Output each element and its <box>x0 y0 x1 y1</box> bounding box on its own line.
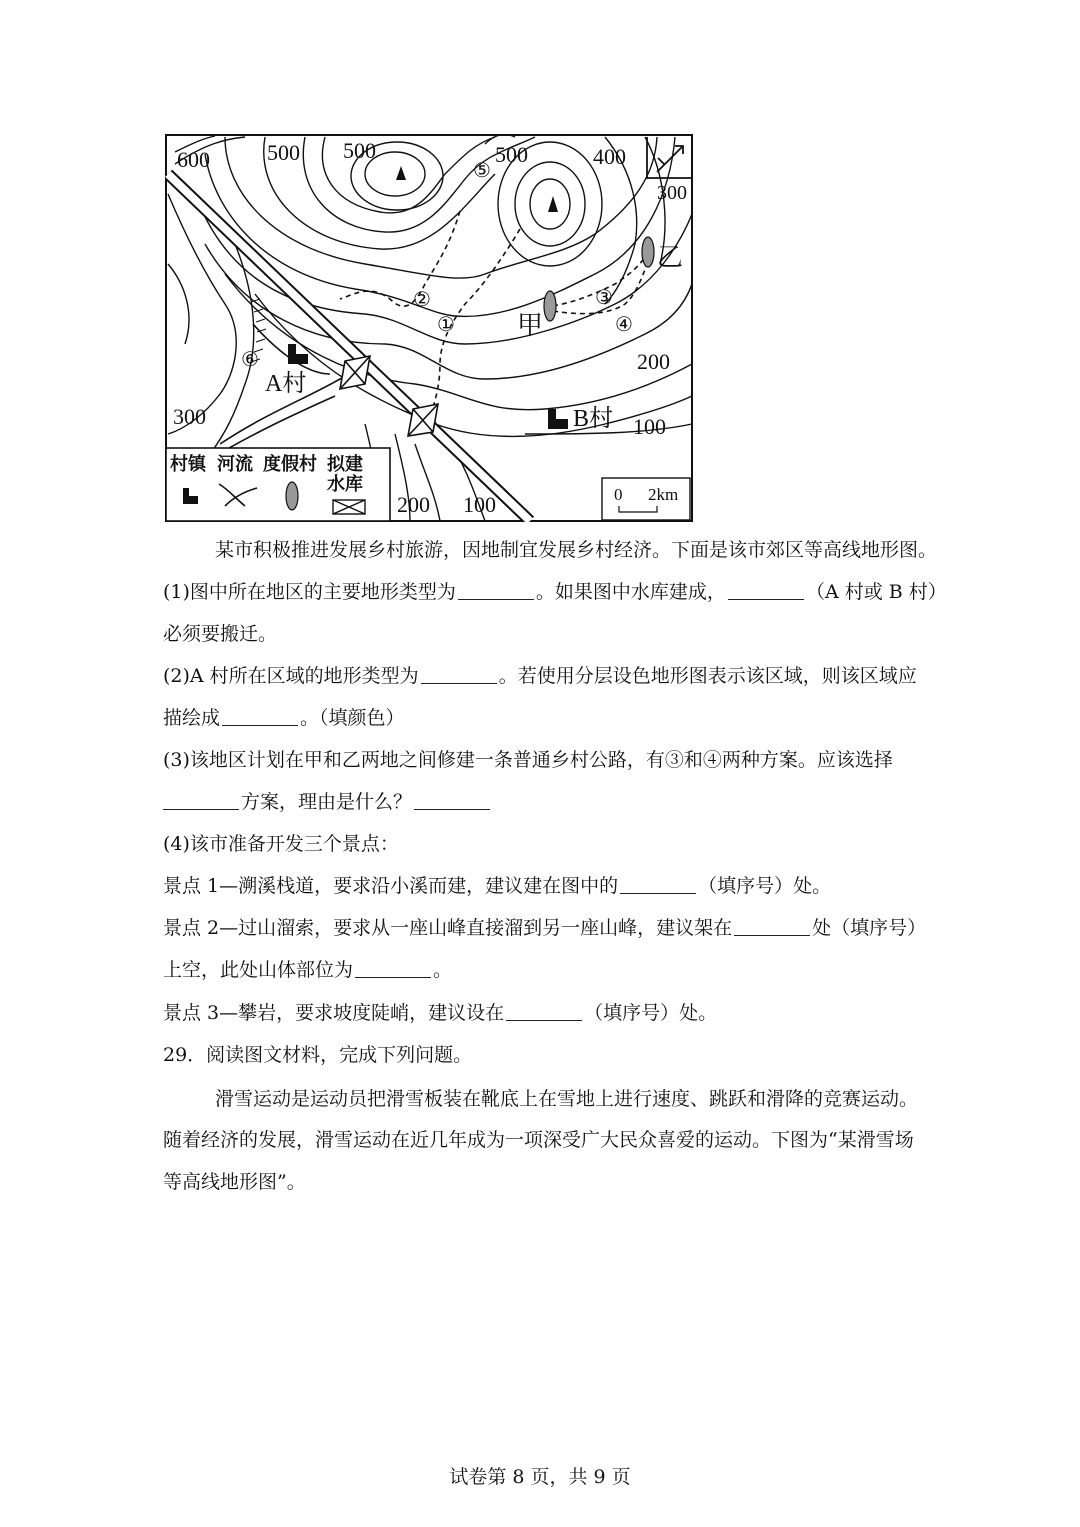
q1-text-d: 必须要搬迁。 <box>163 623 278 645</box>
spot-3-text-a: 景点 3—攀岩，要求坡度陡峭，建议设在 <box>163 1002 505 1024</box>
village-b-label: B村 <box>573 406 614 432</box>
q29-p2-text: 随着经济的发展，滑雪运动在近几年成为一项深受广大民众喜爱的运动。下图为“某滑雪场 <box>163 1129 914 1151</box>
contour-label: 600 <box>177 147 210 172</box>
question-29-title <box>163 1043 472 1067</box>
q3-text-a: (3)该地区计划在甲和乙两地之间修建一条普通乡村公路，有③和④两种方案。应该选择 <box>163 749 893 771</box>
scale-box <box>602 478 690 520</box>
q2-text-a: (2)A 村所在区域的地形类型为 <box>163 665 419 687</box>
contour-label: 500 <box>267 140 300 165</box>
contour-label: 300 <box>173 404 206 429</box>
answer-blank[interactable] <box>734 917 810 936</box>
spot-2-text-a: 景点 2—过山溜索，要求从一座山峰直接溜到另一座山峰，建议架在 <box>163 917 733 939</box>
contour-label: 200 <box>397 492 430 517</box>
question-4 <box>163 832 399 856</box>
answer-blank[interactable] <box>163 791 239 810</box>
legend-resort-label: 度假村 <box>263 454 317 474</box>
contour-label: 500 <box>343 138 376 163</box>
answer-blank[interactable] <box>355 959 431 978</box>
resort-yi-label: 乙 <box>657 243 684 272</box>
intro-text: 某市积极推进发展乡村旅游，因地制宜发展乡村经济。下面是该市郊区等高线地形图。 <box>215 539 938 561</box>
scale-zero-label: 0 <box>614 485 623 504</box>
spot-2-text-b: 处（填序号） <box>812 917 927 939</box>
answer-blank[interactable] <box>458 581 534 600</box>
spot-1-text-a: 景点 1—溯溪栈道，要求沿小溪而建，建议建在图中的 <box>163 875 619 897</box>
answer-blank[interactable] <box>421 665 497 684</box>
q2-text-b: 。若使用分层设色地形图表示该区域，则该区域应 <box>498 665 917 687</box>
route-marker-5: ⑤ <box>473 160 491 182</box>
q1-text-a: (1)图中所在地区的主要地形类型为 <box>163 581 456 603</box>
spot-2 <box>163 916 926 940</box>
q29-title-text: 29．阅读图文材料，完成下列问题。 <box>163 1044 473 1066</box>
answer-blank[interactable] <box>728 581 804 600</box>
question-1-cont <box>163 622 277 646</box>
page-number-text: 试卷第 8 页，共 9 页 <box>449 1466 631 1488</box>
legend-box <box>166 448 390 521</box>
route-marker-4: ④ <box>615 314 633 336</box>
q1-text-c: （A 村或 B 村） <box>805 581 947 603</box>
answer-blank[interactable] <box>222 707 298 726</box>
question-1 <box>163 580 947 604</box>
contour-map <box>165 134 693 522</box>
route-marker-3: ③ <box>595 287 613 309</box>
q2-text-c: 描绘成 <box>163 707 221 729</box>
legend-river-label: 河流 <box>217 454 253 474</box>
legend-resort-icon <box>286 482 298 510</box>
contour-label: 100 <box>633 414 666 439</box>
question-29-p3 <box>163 1170 306 1194</box>
q2-text-d: 。（填颜色） <box>300 707 405 729</box>
question-3 <box>163 748 893 772</box>
resort-jia-label: 甲 <box>517 311 544 340</box>
contour-label: 300 <box>657 182 687 204</box>
question-2-cont <box>163 706 405 730</box>
village-a-label: A村 <box>265 371 307 397</box>
answer-blank[interactable] <box>620 875 696 894</box>
answer-blank[interactable] <box>414 791 490 810</box>
spot-3-text-b: （填序号）处。 <box>584 1002 718 1024</box>
spot-2-text-c: 上空，此处山体部位为 <box>163 959 354 981</box>
q4-text: (4)该市准备开发三个景点： <box>163 833 399 855</box>
q3-text-b: 方案，理由是什么？ <box>241 791 413 813</box>
q1-text-b: 。如果图中水库建成， <box>535 581 726 603</box>
question-2 <box>163 664 917 688</box>
page-footer <box>0 1462 1080 1489</box>
spot-3 <box>163 1001 717 1025</box>
spot-2-text-d: 。 <box>433 959 453 981</box>
contour-label: 500 <box>495 142 528 167</box>
question-29-p1 <box>215 1087 918 1111</box>
question-29-p2 <box>163 1128 914 1152</box>
spot-1 <box>163 874 831 898</box>
q29-p1-text: 滑雪运动是运动员把滑雪板装在靴底上在雪地上进行速度、跳跃和滑降的竞赛运动。 <box>215 1088 919 1110</box>
spot-1-text-b: （填序号）处。 <box>698 875 832 897</box>
answer-blank[interactable] <box>506 1002 582 1021</box>
intro-paragraph <box>215 538 937 562</box>
route-marker-6: ⑥ <box>241 349 259 371</box>
spot-2-cont <box>163 958 452 982</box>
contour-label: 200 <box>637 349 670 374</box>
route-marker-2: ② <box>413 289 431 311</box>
contour-label: 400 <box>593 144 626 169</box>
route-marker-1: ① <box>437 314 455 336</box>
legend-village-label: 村镇 <box>170 454 206 474</box>
scale-distance-label: 2km <box>648 485 679 504</box>
q29-p3-text: 等高线地形图”。 <box>163 1171 306 1193</box>
question-3-cont <box>163 790 492 814</box>
contour-label: 100 <box>463 492 496 517</box>
legend-reservoir-label-1: 拟建 <box>327 454 363 474</box>
legend-reservoir-label-2: 水库 <box>327 474 363 494</box>
